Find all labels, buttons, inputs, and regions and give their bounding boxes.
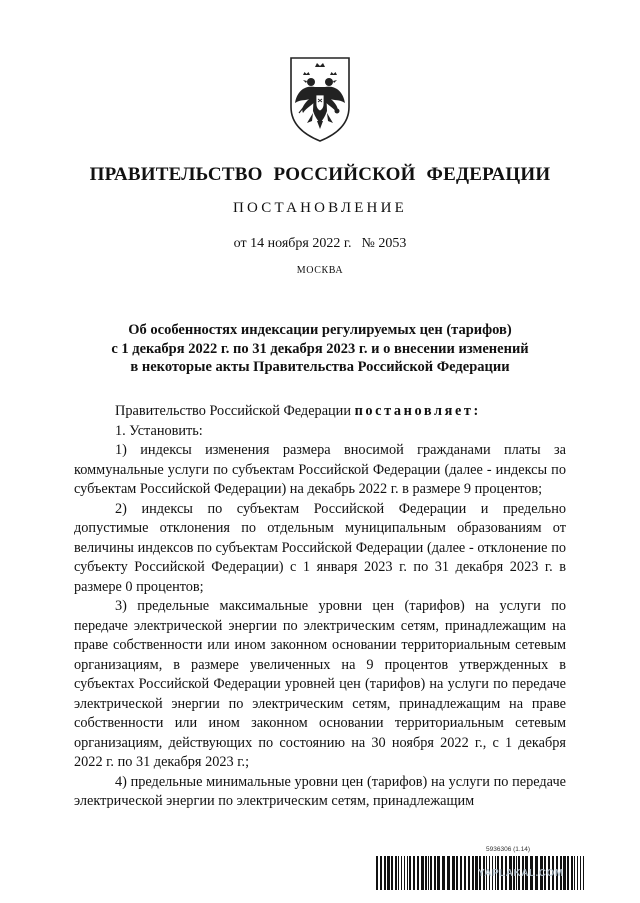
barcode-bar xyxy=(413,856,415,890)
clause-1: 1. Установить: xyxy=(115,422,203,439)
document-date: от 14 ноября 2022 г. xyxy=(233,236,352,251)
barcode-bar xyxy=(428,856,429,890)
barcode-bar xyxy=(376,856,378,890)
barcode-bar xyxy=(583,856,584,890)
barcode-bar xyxy=(452,856,455,890)
russian-coat-of-arms-icon xyxy=(287,55,353,143)
barcode-bar xyxy=(460,856,462,890)
barcode-bar xyxy=(398,856,399,890)
barcode-bar xyxy=(401,856,402,890)
barcode-bar xyxy=(577,856,578,890)
barcode-bar xyxy=(434,856,436,890)
barcode-bar xyxy=(442,856,445,890)
barcode-bar xyxy=(456,856,458,890)
organization-heading: ПРАВИТЕЛЬСТВО РОССИЙСКОЙ ФЕДЕРАЦИИ xyxy=(89,164,551,185)
city-label: МОСКВА xyxy=(296,265,344,276)
intro-paragraph xyxy=(74,402,566,422)
barcode-bar xyxy=(574,856,575,890)
barcode-bar xyxy=(407,856,408,890)
barcode-bar xyxy=(404,856,405,890)
barcode-bar xyxy=(417,856,419,890)
title-line-1: Об особенностях индексации регулируемых цен (тарифов) xyxy=(128,322,512,338)
barcode-bar xyxy=(472,856,474,890)
clause-1-item-3: 3) предельные максимальные уровни цен (тарифов) на услуги по передаче электрической энергии по электрическим сетям, принадлежащим на праве собственности или ином законном основании территориальным сетевым организациям, в размере увеличенных на 9 процентов утвержденных в субъектах Российской Федерации уровней цен (тарифов) на услуги по передаче электрической энергии по электрическим сетям, принадлежащим на праве собственности или ином законном основании территориальным сетевым организациям, действующих по состоянию на 30 ноября 2022 г., с 1 декабря 2022 г. по 31 декабря 2023 г.; xyxy=(74,598,566,770)
title-line-2: с 1 декабря 2022 г. по 31 декабря 2023 г. и о внесении изменений xyxy=(111,340,529,357)
document-body xyxy=(74,402,566,812)
document-title xyxy=(70,321,570,377)
barcode-bar xyxy=(395,856,397,890)
barcode-bar xyxy=(437,856,440,890)
date-line xyxy=(0,236,640,252)
barcode-bar xyxy=(409,856,411,890)
document-number: № 2053 xyxy=(361,236,407,251)
title-line-3: в некоторые акты Правительства Российской Федерации xyxy=(130,359,510,375)
clause-1-item-1: 1) индексы изменения размера вносимой гражданами платы за коммунальные услуги по субъектам Российской Федерации (далее - индексы по субъектам Российской Федерации) на декабрь 2022 г. в размере 9 процентов; xyxy=(74,442,566,497)
clause-1-item-2: 2) индексы по субъектам Российской Федерации и предельно допустимые отклонения по отдельным муниципальным образованиям от величины индексов по субъектам Российской Федерации (далее - отклонение по субъекту Российской Федерации) с 1 января 2023 г. по 31 декабря 2023 г. в размере 0 процентов; xyxy=(74,500,566,595)
intro-text: Правительство Российской Федерации xyxy=(115,403,351,419)
barcode-bar xyxy=(580,856,581,890)
barcode-bar xyxy=(430,856,432,890)
barcode-number: 5936306 (1.14) xyxy=(486,846,531,853)
watermark: YAPLAKAL.COM xyxy=(478,868,564,879)
barcode-bar xyxy=(425,856,427,890)
barcode-bar xyxy=(567,856,569,890)
barcode-bar xyxy=(571,856,573,890)
barcode-bar xyxy=(468,856,470,890)
barcode-bar xyxy=(387,856,390,890)
barcode-bar xyxy=(380,856,382,890)
intro-verb: постановляет: xyxy=(354,403,481,419)
document-type: ПОСТАНОВЛЕНИЕ xyxy=(233,200,407,216)
barcode-bar xyxy=(464,856,466,890)
barcode-bar xyxy=(421,856,424,890)
clause-1-item-4: 4) предельные минимальные уровни цен (тарифов) на услуги по передаче электрической энергии по электрическим сетям, принадлежащим xyxy=(74,773,566,809)
barcode-bar xyxy=(384,856,386,890)
barcode-bar xyxy=(391,856,393,890)
barcode-bar xyxy=(447,856,450,890)
